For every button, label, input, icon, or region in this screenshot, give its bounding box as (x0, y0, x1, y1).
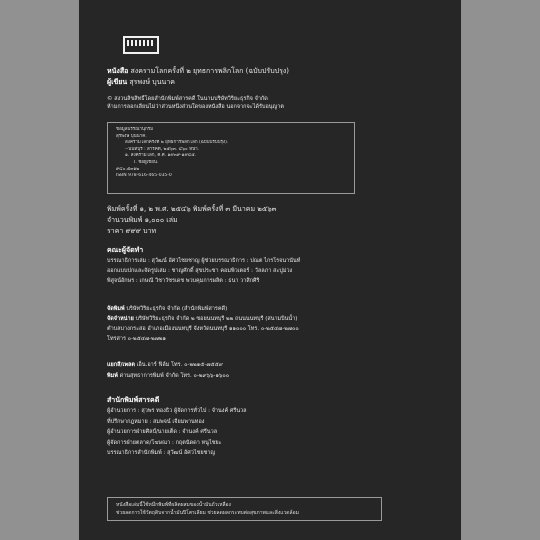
staff-section (107, 245, 447, 286)
distributor-address-2: ตำบลบางกระสอ อำเภอเมืองนนทบุรี จังหวัดนนทบุรี ๑๑๐๐๐ โทร. ๐-๒๕๔๗-๒๗๐๐ (107, 326, 299, 332)
right-margin (461, 0, 540, 540)
fax-line: โทรสาร ๐-๒๕๔๗-๒๗๒๑ (107, 336, 166, 342)
logo-mark (127, 47, 155, 51)
distributor-address-1: บริษัทวิริยะธุรกิจ จำกัด ๒ ซอยนนทบุรี ๒๒ ถนนนนทบุรี (สนามบินน้ำ) (135, 316, 298, 322)
office-section (107, 395, 447, 459)
production-section (107, 360, 447, 382)
soy-ink-note (107, 497, 382, 521)
cip-subject: ๑. สงครามโลก, ค.ศ. ๑๙๓๙-๑๙๔๕. (125, 153, 197, 159)
imprint-page (79, 0, 461, 540)
book-author: สุรพงษ์ บุนนาค (129, 78, 175, 86)
producer-name: บริษัทวิริยะธุรกิจ จำกัด (สำนักพิมพ์สารคดี) (126, 306, 228, 312)
printer-label: พิมพ์ (107, 373, 118, 379)
note-line-2: ช่วยลดการใช้วัตถุดิบจากน้ำมันปิโตรเลียม ช่วยลดผลกระทบต่อสุขภาพและสิ่งแวดล้อม (116, 510, 299, 516)
office-line-4: ผู้จัดการฝ่ายตลาด/โฆษณา : กฤตนัดดา หนูไชยะ (107, 439, 222, 446)
plate-label: แยกสี/เพลต (107, 362, 135, 368)
title-line (107, 66, 447, 77)
cip-added-entry: I. ชื่อผู้เขียน. (134, 159, 159, 165)
publisher-section (107, 304, 447, 344)
publisher-logo-icon (123, 36, 159, 54)
staff-line-3: พิสูจน์อักษร : เกษณี วิชาวัชรเดช พวบคุมการผลิต : ธนา วาสิกศิริ (107, 278, 260, 284)
note-line-1: หนังสือเล่มนี้ใช้หมึกพิมพ์ที่ผลิตผสมของน้ำมันถั่วเหลือง (116, 502, 232, 508)
staff-line-1: บรรณาธิการเล่ม : สุวัฒน์ อัศวไชยชาญ ผู้ช่วยบรรณาธิการ : ปณต ไกรโรจนานันท์ (107, 258, 301, 264)
book-title: สงครามโลกครั้งที่ ๒ ยุทธการพลิกโลก (ฉบับปรับปรุง) (130, 67, 289, 75)
office-line-2: ที่ปรึกษากฎหมาย : สมพจน์ เจียมพานทอง (107, 418, 205, 425)
copyright-line-2: ห้ามการลอกเลียนไม่ว่าส่วนหนึ่งส่วนใดของหนังสือ นอกจากจะได้รับอนุญาต (107, 104, 284, 110)
plate-info: เอ็น.อาร์ ฟิล์ม โทร. ๐-๒๒๑๕-๗๕๕๙ (136, 362, 223, 368)
cip-box (107, 122, 355, 194)
cip-heading: ข้อมูลบรรณานุกรม (116, 127, 154, 132)
office-line-5: บรรณาธิการสำนักพิมพ์ : สุวัฒน์ อัศวไชยชาญ (107, 450, 216, 456)
cip-author: สุรพงษ์ บุนนาค. (116, 133, 147, 139)
cip-isbn: ISBN 978-616-465-035-0 (116, 173, 172, 179)
author-label: ผู้เขียน (107, 78, 128, 86)
title-label: หนังสือ (107, 67, 129, 75)
cip-imprint: --นนทบุรี : สารคดี, ๒๕๖๓. ๔๖๐ หน้า. (125, 146, 200, 152)
cip-title: สงครามโลกครั้งที่ ๒ ยุทธการพลิกโลก (ฉบับปรับปรุง). (125, 140, 229, 146)
printer-info: ด่านสุทธาการพิมพ์ จำกัด โทร. ๐-๒๙๖๖-๑๖๐๐ (119, 373, 230, 379)
logo-bars (127, 40, 155, 46)
staff-heading: คณะผู้จัดทำ (107, 246, 144, 254)
office-line-3: ผู้อำนวยการฝ่ายศิลป์/นายเต็ด : จำนงค์ ศรีนวล (107, 429, 218, 435)
staff-line-2: ออกแบบปกและจัดรูปเล่ม : ชาญศักดิ์ สุขประชา คอมพิวเตอร์ : วัลลภา สะบู่ม่วง (107, 268, 293, 274)
price-line: ราคา ๙๙๙ บาท (107, 227, 157, 235)
left-margin (0, 0, 79, 540)
office-line-1: ผู้อำนวยการ : สุวพร ทองธิว ผู้จัดการทั่วไป : จำนงค์ ศรีนวล (107, 408, 247, 414)
edition-line: พิมพ์ครั้งที่ ๑, ๒ พ.ศ. ๒๕๔๖ พิมพ์ครั้งที่ ๓ มีนาคม ๒๕๖๓ (107, 205, 277, 213)
author-line (107, 77, 447, 88)
copyright-line-1: © สงวนลิขสิทธิ์โดยสำนักพิมพ์สารคดี ในนามบริษัทวิริยะธุรกิจ จำกัด (107, 96, 268, 102)
distributor-label: จัดจำหน่าย (107, 316, 134, 322)
book-info (107, 66, 447, 111)
copies-line: จำนวนพิมพ์ ๑,๐๐๐ เล่ม (107, 216, 178, 224)
office-heading: สำนักพิมพ์สารคดี (107, 396, 160, 404)
producer-label: จัดพิมพ์ (107, 306, 125, 312)
cip-classification: ๙๔๐.๕๓๑๒ (116, 166, 140, 172)
print-info (107, 204, 447, 237)
